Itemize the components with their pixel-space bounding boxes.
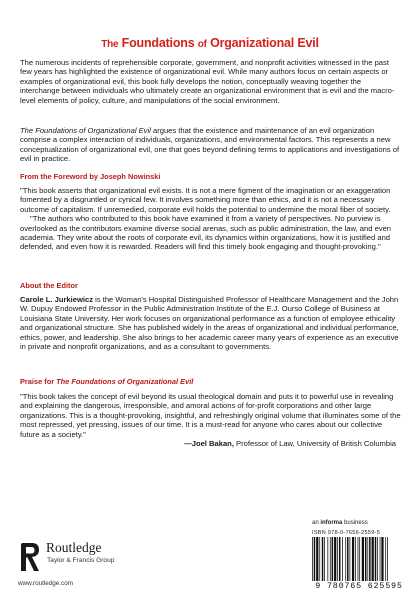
- intro-paragraph-1: [20, 58, 402, 105]
- praise-heading: [20, 377, 402, 386]
- isbn-label: ISBN 978-0-7656-2559-5: [312, 530, 381, 536]
- intro-paragraph-2: [20, 126, 402, 164]
- publisher-name: Routledge: [46, 540, 102, 555]
- praise-heading-prefix: Praise for: [20, 377, 57, 386]
- intro-text-2-rest: argues that the existence and maintenance of an evil organization comprise a complex interaction of individuals, organizations, and environmental factors. This represents a new conceptualization of organizational evil, one that goes beyond defining terms to applications and investigations of evil in practice.: [20, 126, 400, 164]
- intro-book-title: The Foundations of Organizational Evil: [20, 126, 151, 135]
- informa-business-label: an informa business: [312, 520, 368, 526]
- intro-text-1: The numerous incidents of reprehensible corporate, government, and nonprofit activities witnessed in the past few years has highlighted the existence of organizational evil. While many authors focus on certain aspects or examples of organizational evil, this book fully develops the notion, conceptually weaving together the interchange between individuals who ultimately create an organizational environment that is evil and the macro-level elements of policy, culture, and manipulations of the social environment.: [20, 58, 395, 105]
- title-word-the: The: [101, 39, 119, 50]
- praise-attribution: [20, 439, 402, 448]
- praise-heading-title: The Foundations of Organizational Evil: [56, 377, 194, 386]
- editor-bio-text: [20, 295, 402, 351]
- editor-heading: About the Editor: [20, 281, 78, 290]
- foreword-quote-1: "This book asserts that organizational evil exists. It is not a mere figment of the imagination or an exaggeration fomented by a disgruntled or cynical few. It involves something more than ethics, and it is not a necessary outcome of capitalism. If unremedied, corporate evil holds the potential to undermine the moral fiber of society.: [20, 186, 391, 214]
- informa-word: informa: [320, 520, 343, 526]
- praise-author: —Joel Bakan,: [184, 439, 234, 449]
- publisher-url: www.routledge.com: [18, 580, 73, 587]
- publisher-group: Taylor & Francis Group: [47, 557, 115, 564]
- foreword-quote: [20, 186, 402, 252]
- editor-bio: [20, 295, 402, 351]
- praise-quote: [20, 392, 402, 448]
- title-word-of: of: [197, 39, 207, 50]
- praise-affiliation: Professor of Law, University of British Columbia: [233, 439, 396, 449]
- editor-bio-rest: is the Woman's Hospital Distinguished Professor of Healthcare Management and the John W. Dupuy Endowed Professor in the Public Administration Institute of the E.J. Ourso College of Business at Louisiana State University. Her work focuses on organizational performance as a function of employee ethicality and organizational structure. She has published widely in the areas of organizational and individual performance, ethics, power, and leadership. She also brings to her academic career many years of experience as an executive in private and nonprofit organizations, and as a consultant to governments.: [20, 295, 399, 352]
- intro-text-2: [20, 126, 402, 164]
- title-word-foundations: Foundations: [121, 36, 195, 50]
- barcode-digits: 9 780765 625595: [315, 581, 403, 591]
- praise-quote-text: "This book takes the concept of evil beyond its usual theological domain and puts it to powerful use in revealing and explaining the dangerous, irresponsible, and amoral actions of for-profit corporations and other large organizations. This is a thought-provoking, insightful, and refreshingly original volume that illuminates some of the most repressed, yet pressing, issues of our time. It is a must-read for anyone who cares about our collective future as a society.": [20, 392, 401, 439]
- editor-name: Carole L. Jurkiewicz: [20, 295, 94, 304]
- book-title: [0, 36, 420, 50]
- barcode-image: [310, 537, 408, 583]
- foreword-heading: From the Foreword by Joseph Nowinski: [20, 172, 161, 181]
- foreword-quote-2: "The authors who contributed to this book have examined it from a variety of perspectives. No purview is overlooked as the contributors examine diverse social arenas, such as public administration, the law, and even academia. They write about the roots of corporate evil, its dynamics within organizations, how it is justified and defended, and even how it is rewarded. Readers will find this timely book engaging and thought-provoking.": [20, 214, 392, 252]
- title-word-rest: Organizational Evil: [210, 36, 319, 50]
- routledge-logo-icon: [18, 541, 42, 573]
